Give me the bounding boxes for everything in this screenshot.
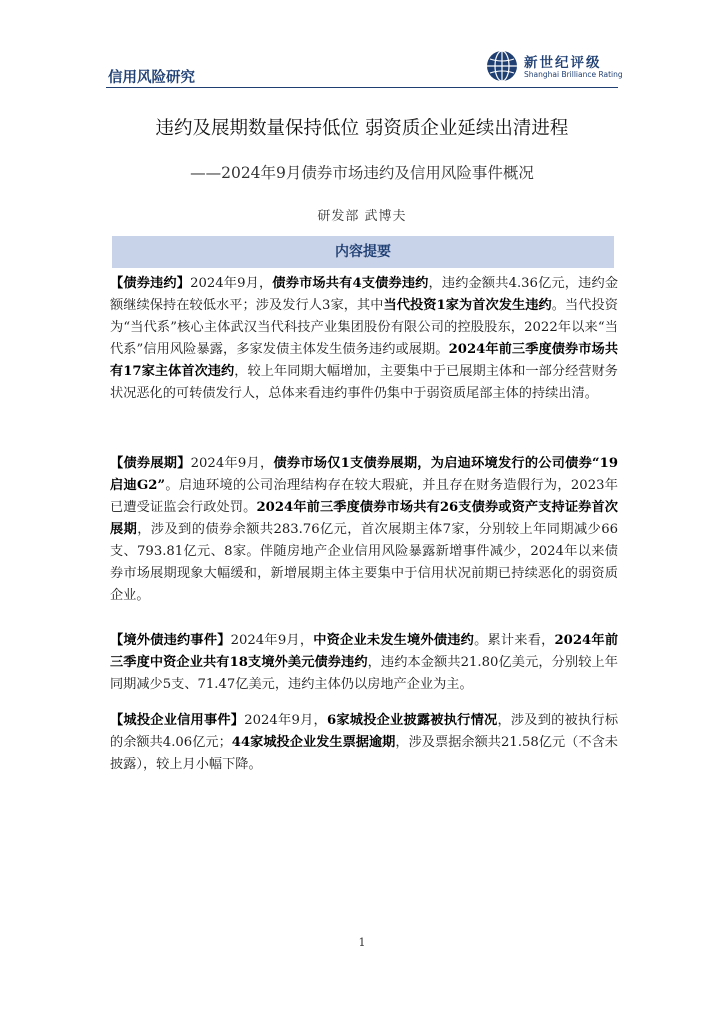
summary-heading: 内容提要 xyxy=(112,236,614,268)
text-segment: 2024年9月， xyxy=(230,633,314,648)
text-segment: 2024年9月， xyxy=(244,713,327,728)
bold-text-segment: 【债券展期】 xyxy=(110,456,191,471)
text-segment: 2024年9月， xyxy=(190,456,274,471)
bold-text-segment: 2024年前三季度债券市场共有26支债券或资产支持证券首次展期 xyxy=(110,500,618,537)
text-segment: ，涉及到的被执行标的余额共4.06亿元； xyxy=(110,713,619,750)
page-number: 1 xyxy=(358,936,366,949)
text-segment: 。启迪环境的公司治理结构存在较大瑕疵，并且存在财务造假行为，2023年已遭受证监会行政处罚。 xyxy=(110,478,618,515)
bold-text-segment: 【城投企业信用事件】 xyxy=(110,713,245,728)
bold-text-segment: 44家城投企业发生票据逾期 xyxy=(231,735,396,750)
logo-english-name: Shanghai Brilliance Rating xyxy=(524,70,623,79)
bold-text-segment: 6家城投企业披露被执行情况 xyxy=(326,713,498,728)
page-title: 违约及展期数量保持低位 弱资质企业延续出清进程 xyxy=(155,118,569,139)
bold-text-segment: 2024年前三季度中资企业共有18支境外美元债券违约 xyxy=(110,633,619,670)
globe-icon xyxy=(486,50,518,82)
text-segment: ，涉及票据余额共21.58亿元（不含未披露），较上月小幅下降。 xyxy=(110,735,618,772)
text-segment: 。当代投资为“当代系”核心主体武汉当代科技产业集团股份有限公司的控股股东，2022年以来“当代系”信用风险暴露，多家发债主体发生债务违约或展期。 xyxy=(110,298,618,357)
text-segment: 。累计来看， xyxy=(474,633,555,648)
paragraph-offshore-default xyxy=(110,630,618,696)
paragraph-lgfv-credit xyxy=(110,710,618,776)
bold-text-segment: 中资企业未发生境外债违约 xyxy=(313,633,475,648)
bold-text-segment: 【境外债违约事件】 xyxy=(110,633,231,648)
text-segment: ，涉及到的债券余额共283.76亿元，首次展期主体7家，分别较上年同期减少66支、793.81亿元、8家。伴随房地产企业信用风险暴露新增事件减少，2024年以来债券市场展期现象大幅缓和，新增展期主体主要集中于信用状况前期已持续恶化的弱资质企业。 xyxy=(110,522,619,603)
logo-chinese-name: 新世纪评级 xyxy=(524,55,602,71)
text-segment: ，违约本金额共21.80亿美元，分别较上年同期减少5支、71.47亿美元，违约主体仍以房地产企业为主。 xyxy=(110,655,618,692)
text-segment: 2024年9月， xyxy=(190,276,273,291)
header-divider xyxy=(106,87,618,88)
paragraph-bond-default xyxy=(110,273,618,405)
paragraph-bond-extension xyxy=(110,453,618,607)
page-subtitle: ——2024年9月债券市场违约及信用风险事件概况 xyxy=(190,164,534,182)
bold-text-segment: 【债券违约】 xyxy=(110,276,191,291)
author-line: 研发部 武博夫 xyxy=(317,209,407,224)
bold-text-segment: 当代投资1家为首次发生违约 xyxy=(383,298,552,313)
text-segment: ，违约金额共4.36亿元，违约金额继续保持在较低水平；涉及发行人3家，其中 xyxy=(110,276,619,313)
text-segment: ，较上年同期大幅增加，主要集中于已展期主体和一部分经营财务状况恶化的可转债发行人，总体来看违约事件仍集中于弱资质尾部主体的持续出清。 xyxy=(110,364,618,401)
bold-text-segment: 债券市场共有4支债券违约 xyxy=(272,276,429,291)
bold-text-segment: 债券市场仅1支债券展期，为启迪环境发行的公司债券“19启迪G2” xyxy=(110,456,618,493)
company-logo xyxy=(486,48,623,84)
bold-text-segment: 2024年前三季度债券市场共有17家主体首次违约 xyxy=(110,342,619,379)
section-title: 信用风险研究 xyxy=(108,70,195,86)
